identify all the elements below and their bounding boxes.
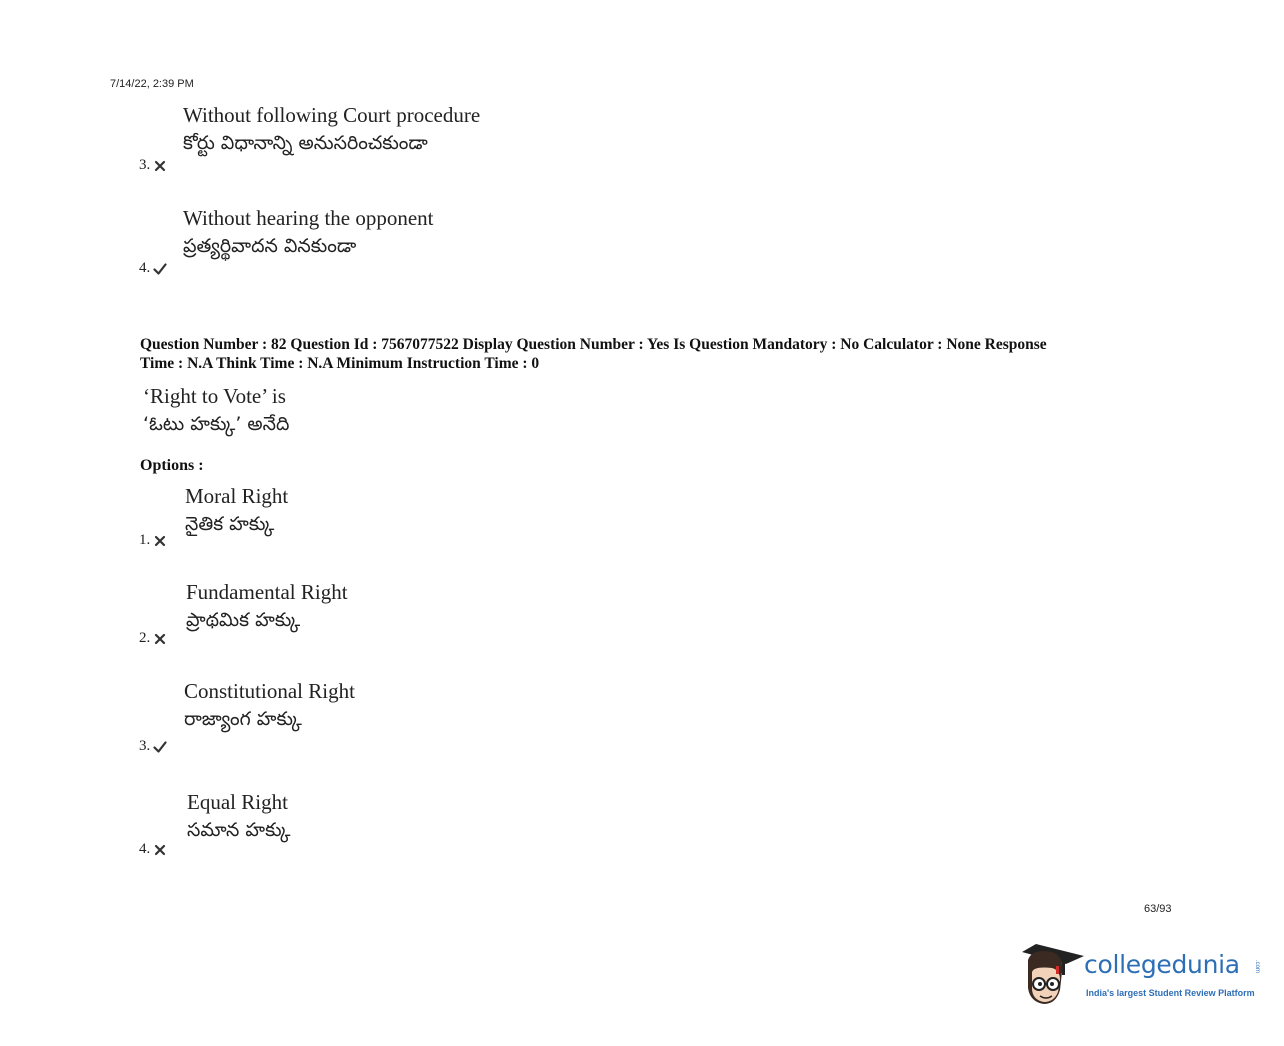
brand-tagline: India's largest Student Review Platform — [1086, 988, 1255, 998]
collegedunia-logo[interactable] — [1022, 938, 1262, 1014]
option-1-label: 1. — [139, 532, 151, 548]
prev-option-4-label: 4. — [139, 260, 151, 276]
prev-option-3-english: Without following Court procedure — [183, 103, 481, 127]
check-icon — [153, 740, 167, 754]
question-metadata — [140, 335, 1160, 373]
option-1-number — [139, 532, 167, 549]
option-1-english: Moral Right — [185, 484, 289, 508]
cross-icon — [153, 632, 167, 646]
option-3-label: 3. — [139, 738, 151, 754]
prev-option-3-label: 3. — [139, 157, 151, 173]
option-1-telugu: నైతిక హక్కు — [185, 513, 275, 535]
cross-icon — [153, 159, 167, 173]
option-4-number — [139, 841, 167, 858]
question-metadata-line-1: Question Number : 82 Question Id : 7567077522 Display Question Number : Yes Is Question Mandatory : No Calculator : None Response — [140, 336, 1047, 353]
question-metadata-line-2: Time : N.A Think Time : N.A Minimum Instruction Time : 0 — [140, 355, 540, 372]
question-text-english: ‘Right to Vote’ is — [143, 384, 286, 408]
prev-option-4-number — [139, 260, 167, 277]
option-4-label: 4. — [139, 841, 151, 857]
brand-name: collegedunia — [1084, 950, 1240, 979]
mascot-icon — [1022, 938, 1086, 1012]
option-2-number — [139, 630, 167, 647]
option-3-number — [139, 738, 167, 755]
brand-suffix: .com — [1254, 960, 1260, 974]
option-2-label: 2. — [139, 630, 151, 646]
question-text-telugu: ‘ఓటు హక్కు’ అనేది — [143, 413, 290, 435]
option-3-english: Constitutional Right — [184, 679, 355, 703]
option-4-english: Equal Right — [187, 790, 288, 814]
option-2-english: Fundamental Right — [186, 580, 348, 604]
option-4-telugu: సమాన హక్కు — [187, 819, 291, 841]
option-2-telugu: ప్రాథమిక హక్కు — [186, 609, 301, 631]
cross-icon — [153, 843, 167, 857]
option-3-telugu: రాజ్యాంగ హక్కు — [184, 708, 302, 730]
print-timestamp: 7/14/22, 2:39 PM — [110, 78, 194, 90]
prev-option-3-telugu: కోర్టు విధానాన్ని అనుసరించకుండా — [183, 132, 428, 154]
prev-option-4-telugu: ప్రత్యర్థివాదన వినకుండా — [183, 235, 357, 257]
check-icon — [153, 262, 167, 276]
page-number: 63/93 — [1144, 903, 1172, 915]
prev-option-3-number — [139, 157, 167, 174]
cross-icon — [153, 534, 167, 548]
options-heading: Options : — [140, 457, 204, 474]
prev-option-4-english: Without hearing the opponent — [183, 206, 434, 230]
